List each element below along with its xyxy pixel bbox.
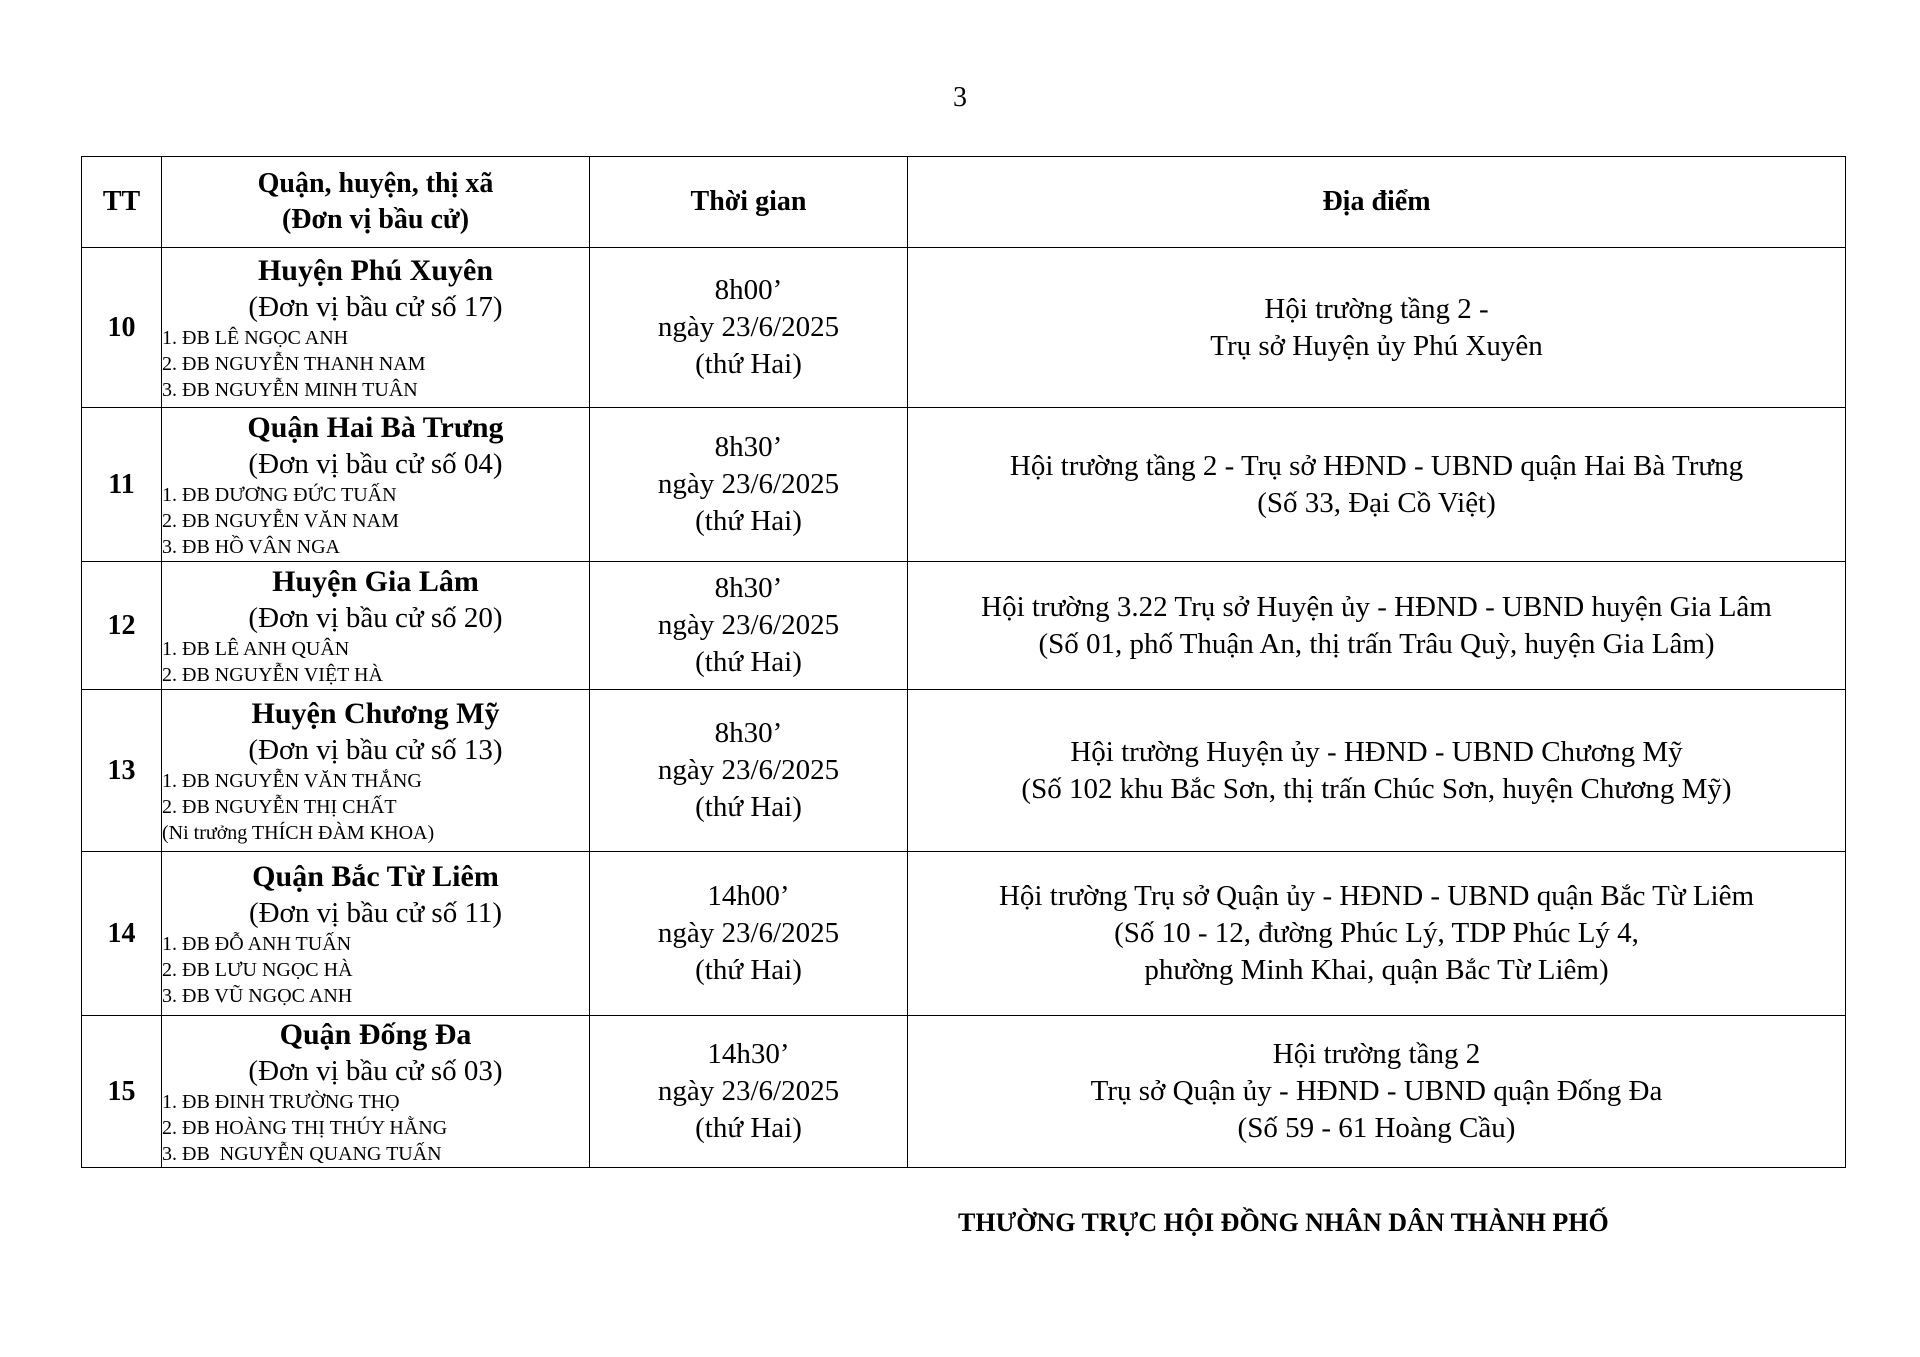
header-unit: [162, 157, 590, 248]
time-line: 14h00’: [707, 880, 790, 912]
time-cell: [590, 562, 908, 690]
location-cell: [908, 408, 1846, 562]
table-row: [82, 1016, 1846, 1168]
table-body: [82, 248, 1846, 1168]
row-number: 14: [82, 852, 162, 1016]
delegate-name: 1. ĐB ĐỖ ANH TUẤN: [162, 932, 352, 955]
time-line: (thứ Hai): [695, 505, 802, 537]
time-line: (thứ Hai): [695, 791, 802, 823]
time-line: ngày 23/6/2025: [657, 917, 840, 949]
time-line: 14h30’: [707, 1038, 790, 1070]
table-header-row: [82, 157, 1846, 248]
delegate-name: 1. ĐB NGUYỄN VĂN THẮNG: [162, 769, 422, 792]
location-line: Hội trường tầng 2: [1272, 1038, 1481, 1070]
delegate-name: 3. ĐB NGUYỄN MINH TUÂN: [162, 378, 418, 401]
unit-name: Quận Đống Đa: [279, 1017, 472, 1051]
row-number: 13: [82, 690, 162, 852]
time-line: 8h30’: [714, 717, 783, 749]
unit-name: Huyện Chương Mỹ: [251, 696, 500, 730]
time-line: ngày 23/6/2025: [657, 468, 840, 500]
time-line: (thứ Hai): [695, 348, 802, 380]
unit-code: (Đơn vị bầu cử số 03): [248, 1054, 503, 1087]
page-number: 3: [953, 82, 967, 113]
unit-cell: [162, 248, 590, 408]
location-line: Trụ sở Quận ủy - HĐND - UBND quận Đống Đa: [1090, 1075, 1663, 1107]
unit-code: (Đơn vị bầu cử số 13): [248, 733, 503, 766]
table-row: [82, 248, 1846, 408]
delegate-name: 2. ĐB NGUYỄN VIỆT HÀ: [162, 663, 383, 686]
delegate-name: 3. ĐB VŨ NGỌC ANH: [162, 984, 353, 1007]
row-number: 15: [82, 1016, 162, 1168]
header-unit-line1: Quận, huyện, thị xã: [257, 168, 494, 199]
location-cell: [908, 852, 1846, 1016]
time-line: ngày 23/6/2025: [657, 609, 840, 641]
unit-cell: [162, 690, 590, 852]
unit-name: Quận Hai Bà Trưng: [247, 410, 504, 444]
delegate-name: 2. ĐB NGUYỄN THANH NAM: [162, 352, 426, 375]
delegate-name: 1. ĐB LÊ ANH QUÂN: [162, 637, 350, 660]
table-row: [82, 690, 1846, 852]
delegate-name: 3. ĐB NGUYỄN QUANG TUẤN: [162, 1142, 442, 1165]
time-cell: [590, 408, 908, 562]
location-line: (Số 10 - 12, đường Phúc Lý, TDP Phúc Lý 4,: [1114, 917, 1639, 949]
unit-cell: [162, 562, 590, 690]
delegate-name: 2. ĐB NGUYỄN VĂN NAM: [162, 509, 399, 532]
location-cell: [908, 248, 1846, 408]
time-line: 8h30’: [714, 572, 783, 604]
signature: THƯỜNG TRỰC HỘI ĐỒNG NHÂN DÂN THÀNH PHỐ: [958, 1208, 1609, 1237]
location-line: Trụ sở Huyện ủy Phú Xuyên: [1210, 329, 1543, 362]
row-number: 12: [82, 562, 162, 690]
delegate-name: (Ni trưởng THÍCH ĐÀM KHOA): [162, 821, 435, 844]
time-line: ngày 23/6/2025: [657, 311, 840, 343]
location-line: phường Minh Khai, quận Bắc Từ Liêm): [1144, 954, 1609, 986]
row-number: 10: [82, 248, 162, 408]
time-cell: [590, 690, 908, 852]
location-line: (Số 59 - 61 Hoàng Cầu): [1237, 1112, 1516, 1144]
unit-name: Quận Bắc Từ Liêm: [252, 859, 499, 893]
header-location: Địa điểm: [908, 157, 1846, 248]
unit-code: (Đơn vị bầu cử số 20): [248, 601, 503, 634]
location-line: (Số 33, Đại Cồ Việt): [1257, 486, 1496, 519]
location-cell: [908, 562, 1846, 690]
location-line: Hội trường Huyện ủy - HĐND - UBND Chương Mỹ: [1070, 735, 1683, 768]
delegate-name: 1. ĐB ĐINH TRƯỜNG THỌ: [162, 1090, 400, 1113]
location-cell: [908, 690, 1846, 852]
unit-name: Huyện Phú Xuyên: [257, 253, 494, 287]
delegate-name: 1. ĐB LÊ NGỌC ANH: [162, 326, 349, 349]
unit-code: (Đơn vị bầu cử số 17): [248, 290, 503, 323]
location-cell: [908, 1016, 1846, 1168]
time-line: (thứ Hai): [695, 646, 802, 678]
time-line: (thứ Hai): [695, 954, 802, 986]
unit-code: (Đơn vị bầu cử số 11): [248, 896, 503, 929]
time-cell: [590, 248, 908, 408]
schedule-table: [81, 156, 1846, 1168]
time-cell: [590, 1016, 908, 1168]
location-line: Hội trường Trụ sở Quận ủy - HĐND - UBND quận Bắc Từ Liêm: [998, 880, 1755, 912]
time-line: ngày 23/6/2025: [657, 1075, 840, 1107]
location-line: (Số 01, phố Thuận An, thị trấn Trâu Quỳ, huyện Gia Lâm): [1038, 627, 1715, 660]
time-line: ngày 23/6/2025: [657, 754, 840, 786]
location-line: Hội trường tầng 2 -: [1264, 292, 1489, 325]
delegate-name: 2. ĐB NGUYỄN THỊ CHẤT: [162, 795, 397, 818]
location-line: Hội trường tầng 2 - Trụ sở HĐND - UBND quận Hai Bà Trưng: [1009, 449, 1744, 482]
time-cell: [590, 852, 908, 1016]
location-line: Hội trường 3.22 Trụ sở Huyện ủy - HĐND - UBND huyện Gia Lâm: [981, 590, 1772, 623]
delegate-name: 3. ĐB HỒ VÂN NGA: [162, 535, 340, 558]
table-row: [82, 562, 1846, 690]
unit-cell: [162, 1016, 590, 1168]
delegate-name: 2. ĐB LƯU NGỌC HÀ: [162, 958, 353, 981]
time-line: 8h30’: [714, 431, 783, 463]
delegate-name: 2. ĐB HOÀNG THỊ THÚY HẰNG: [162, 1116, 448, 1139]
header-tt: TT: [82, 157, 162, 248]
location-line: (Số 102 khu Bắc Sơn, thị trấn Chúc Sơn, huyện Chương Mỹ): [1021, 772, 1732, 805]
unit-cell: [162, 852, 590, 1016]
table-row: [82, 408, 1846, 562]
unit-cell: [162, 408, 590, 562]
unit-name: Huyện Gia Lâm: [272, 564, 479, 598]
time-line: 8h00’: [714, 274, 783, 306]
unit-code: (Đơn vị bầu cử số 04): [248, 447, 503, 480]
row-number: 11: [82, 408, 162, 562]
header-time: Thời gian: [590, 157, 908, 248]
time-line: (thứ Hai): [695, 1112, 802, 1144]
delegate-name: 1. ĐB DƯƠNG ĐỨC TUẤN: [162, 483, 397, 506]
header-unit-line2: (Đơn vị bầu cử): [281, 204, 470, 235]
table-row: [82, 852, 1846, 1016]
